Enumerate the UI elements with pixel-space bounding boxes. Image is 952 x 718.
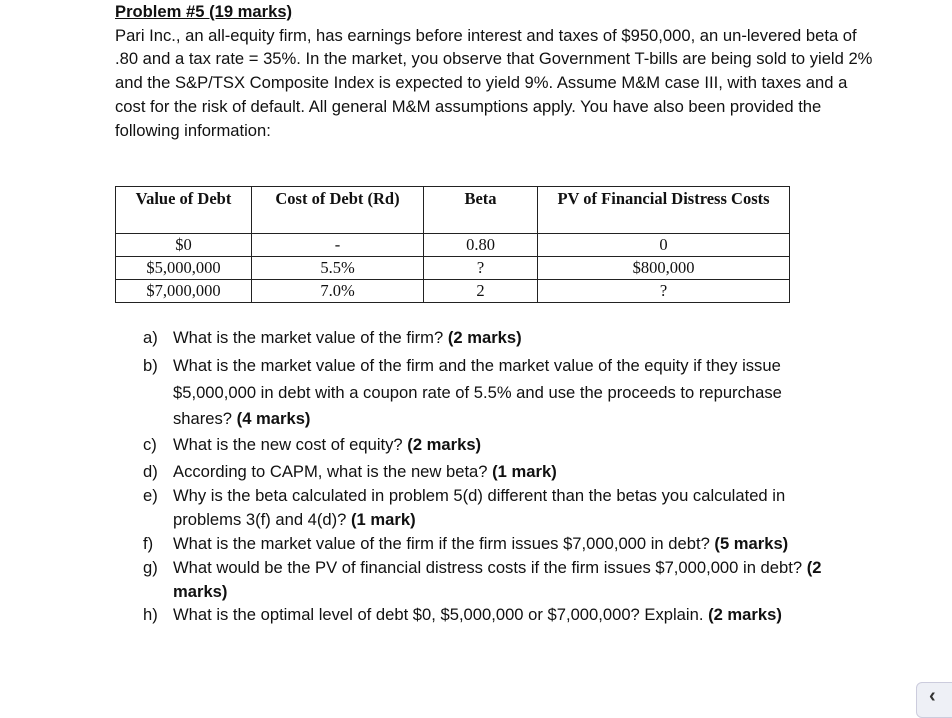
- question-c: [143, 433, 843, 457]
- question-label: d): [143, 462, 158, 481]
- table-row: [116, 280, 790, 303]
- debt-table: [115, 186, 790, 303]
- question-text: Why is the beta calculated in problem 5(d) different than the betas you calculated in problems 3(f) and 4(d)?: [173, 486, 786, 529]
- cell: ?: [424, 257, 538, 280]
- problem-statement: [115, 0, 875, 142]
- question-marks: (1 mark): [492, 462, 557, 481]
- question-text: What is the new cost of equity?: [173, 435, 403, 454]
- question-marks: (2 marks): [407, 435, 482, 454]
- table-row: [116, 257, 790, 280]
- question-marks: (4 marks): [236, 409, 311, 428]
- question-marks: (1 mark): [351, 510, 416, 529]
- question-h: [143, 603, 843, 627]
- question-label: e): [143, 486, 158, 505]
- question-f: [143, 532, 843, 556]
- header-pv-distress: PV of Financial Distress Costs: [538, 187, 790, 234]
- question-label: h): [143, 605, 158, 624]
- cell: 2: [424, 280, 538, 303]
- question-marks: (2 marks): [447, 328, 522, 347]
- table-row: [116, 234, 790, 257]
- question-label: f): [143, 534, 154, 553]
- question-a: [143, 326, 843, 350]
- question-text: According to CAPM, what is the new beta?: [173, 462, 488, 481]
- previous-page-button[interactable]: [916, 682, 952, 718]
- cell: 5.5%: [252, 257, 424, 280]
- question-text: What is the market value of the firm?: [173, 328, 444, 347]
- header-beta: Beta: [424, 187, 538, 234]
- question-marks: (2 marks): [708, 605, 782, 624]
- question-label: g): [143, 558, 158, 577]
- problem-title: Problem #5 (19 marks): [115, 2, 293, 21]
- question-text: What is the optimal level of debt $0, $5,000,000 or $7,000,000? Explain.: [173, 605, 704, 624]
- cell: $5,000,000: [116, 257, 252, 280]
- question-g: [143, 556, 843, 604]
- table-header-row: [116, 187, 790, 234]
- question-text: What would be the PV of financial distress costs if the firm issues $7,000,000 in debt?: [173, 558, 803, 577]
- chevron-left-icon: ‹: [929, 685, 936, 707]
- question-e: [143, 484, 843, 532]
- cell: $0: [116, 234, 252, 257]
- question-text: What is the market value of the firm and the market value of the equity if they issue $5,000,000 in debt with a coupon rate of 5.5% and use the proceeds to repurchase shares?: [173, 356, 782, 428]
- question-label: c): [143, 435, 157, 454]
- cell: $800,000: [538, 257, 790, 280]
- cell: 0: [538, 234, 790, 257]
- question-d: [143, 460, 843, 484]
- cell: ?: [538, 280, 790, 303]
- question-text: What is the market value of the firm if the firm issues $7,000,000 in debt?: [173, 534, 710, 553]
- question-label: a): [143, 328, 158, 347]
- cell: 7.0%: [252, 280, 424, 303]
- cell: -: [252, 234, 424, 257]
- question-label: b): [143, 356, 158, 375]
- header-cost-of-debt: Cost of Debt (Rd): [252, 187, 424, 234]
- cell: 0.80: [424, 234, 538, 257]
- question-marks: (2 marks): [173, 558, 822, 601]
- question-b: [143, 353, 843, 433]
- cell: $7,000,000: [116, 280, 252, 303]
- header-value-of-debt: Value of Debt: [116, 187, 252, 234]
- question-marks: (5 marks): [714, 534, 789, 553]
- problem-body: Pari Inc., an all-equity firm, has earnings before interest and taxes of $950,000, an un-levered beta of .80 and a tax rate = 35%. In the market, you observe that Government T-bills are being sold to yield 2% and the S&P/TSX Composite Index is expected to yield 9%. Assume M&M case III, with taxes and a cost for the risk of default. All general M&M assumptions apply. You have also been provided the following information:: [115, 25, 873, 140]
